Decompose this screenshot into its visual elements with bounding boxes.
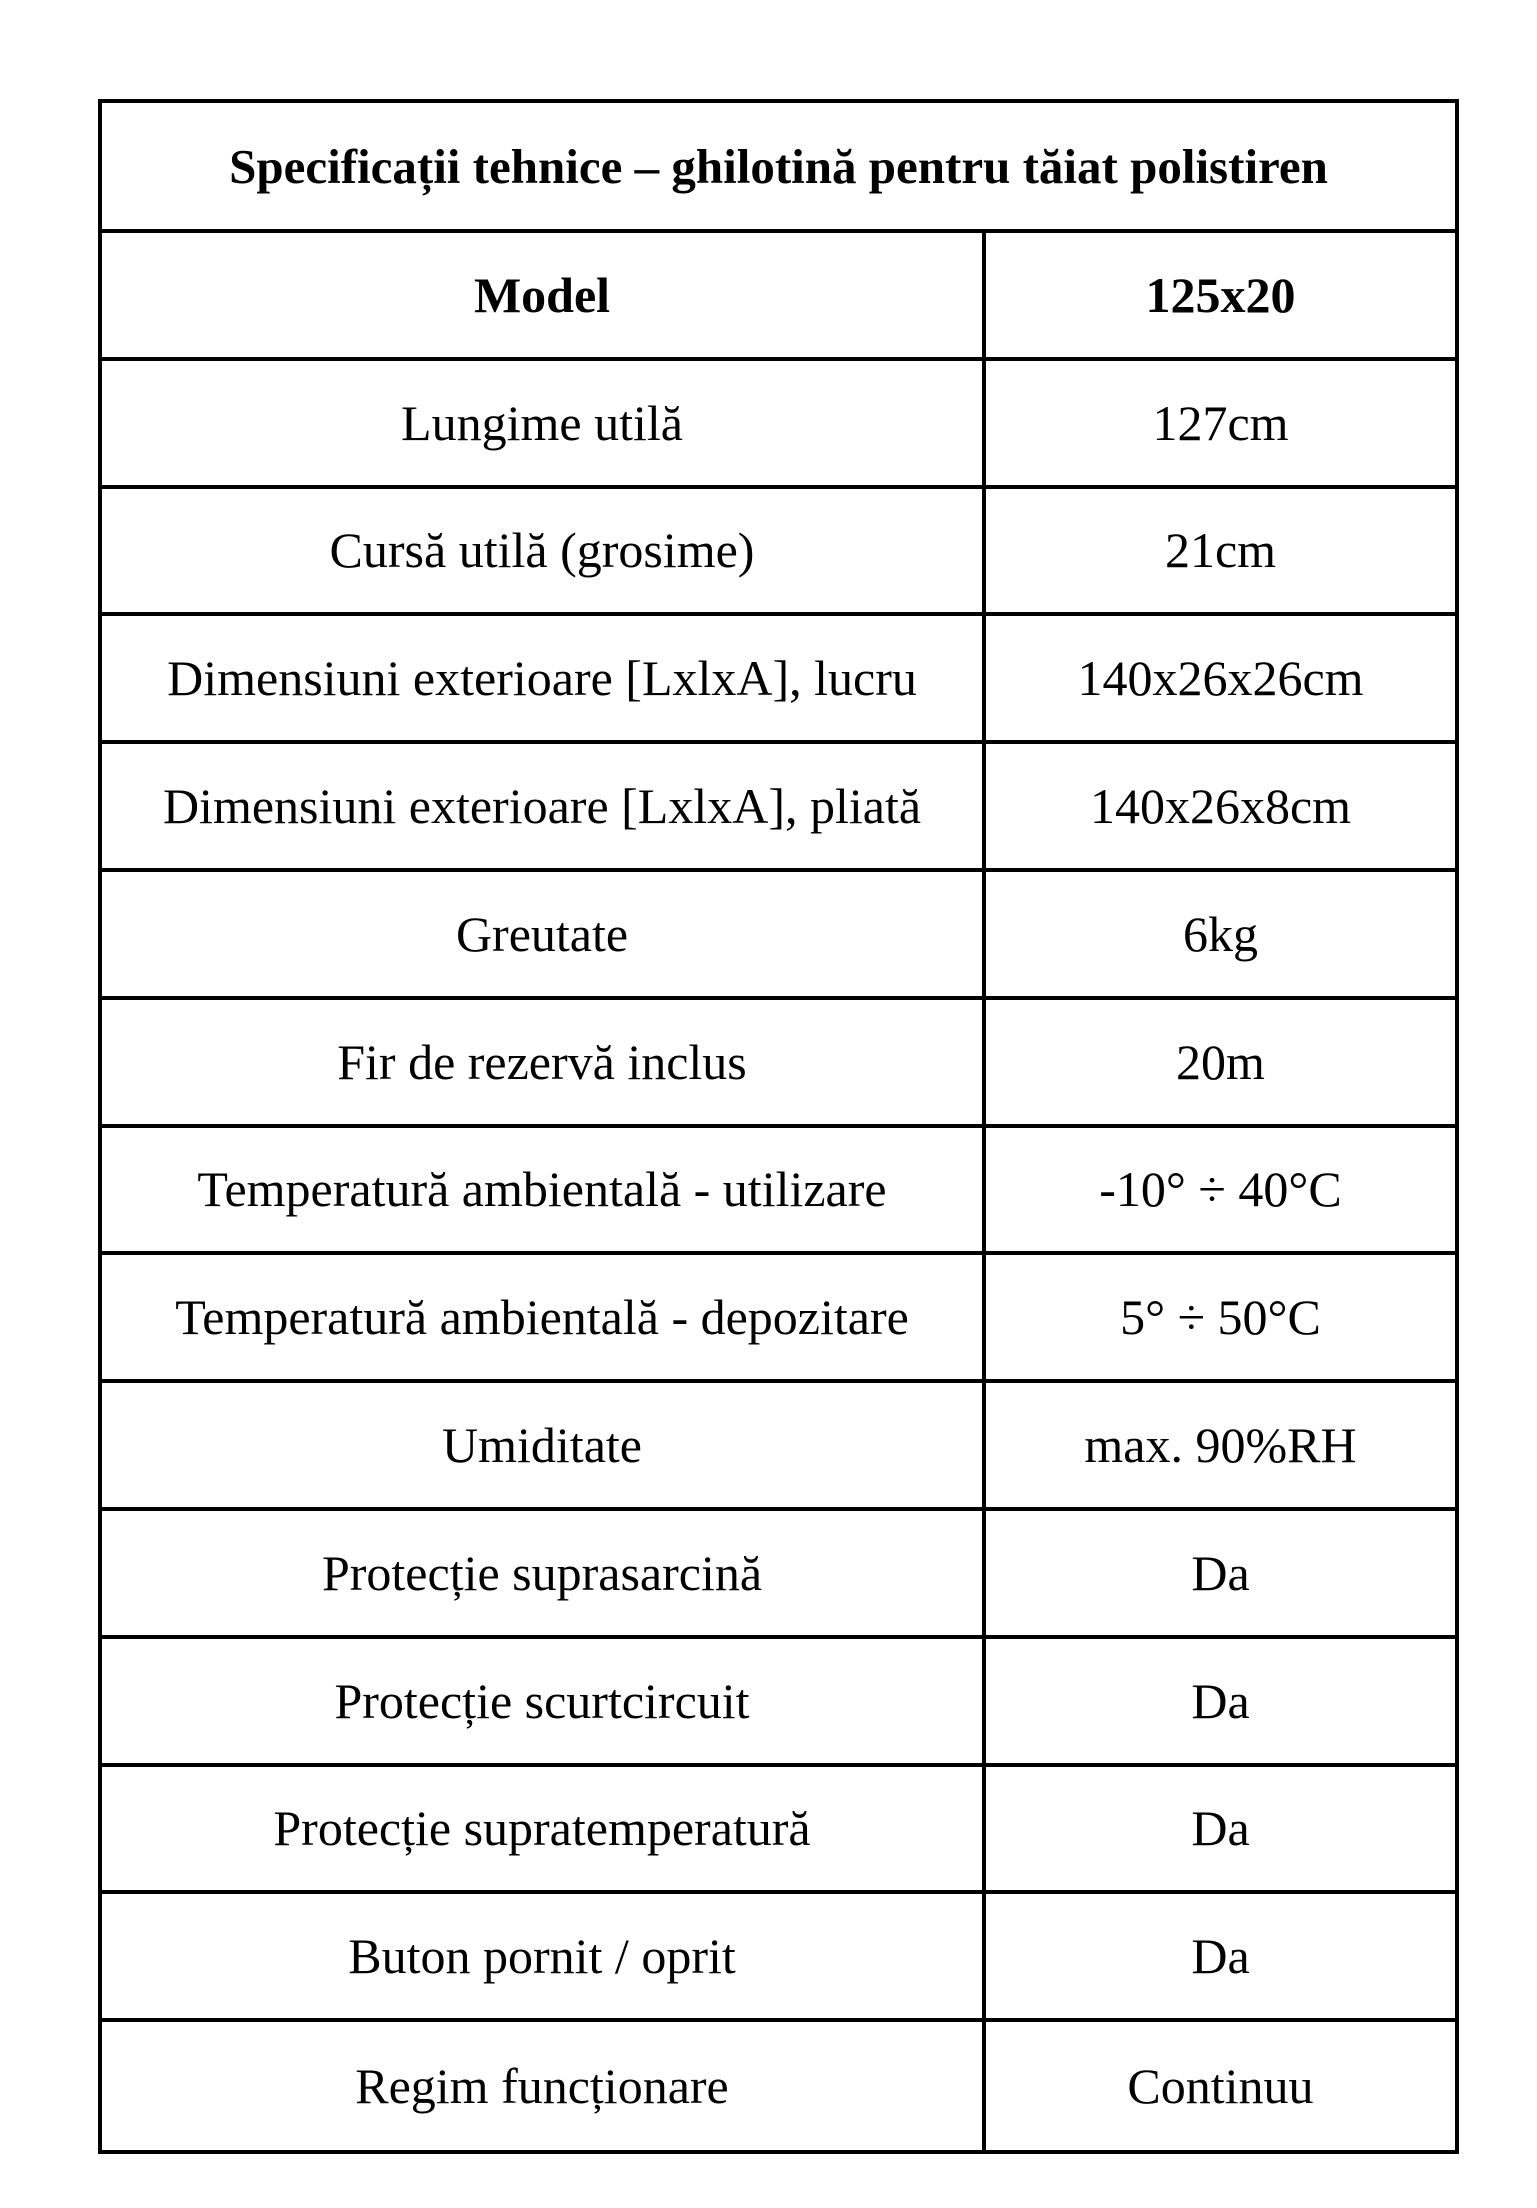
table-row [102,1511,1455,1639]
row-value: Da [1191,1672,1250,1729]
row-label: Lungime utilă [102,361,986,485]
row-value: Da [1191,1928,1250,1985]
row-value: 127cm [1152,394,1289,451]
spec-table [98,99,1459,2154]
row-label: Protecție scurtcircuit [102,1639,986,1763]
row-value: 140x26x8cm [1089,778,1352,835]
table-row [102,1128,1455,1256]
row-value: 5° ÷ 50°C [1120,1289,1321,1346]
table-title: Specificații tehnice – ghilotină pentru tăiat polistiren [102,103,1455,233]
table-row [102,1000,1455,1128]
row-label: Temperatură ambientală - utilizare [102,1128,986,1252]
row-value: Continuu [1127,2058,1314,2115]
table-row [102,1894,1455,2022]
table-row [102,361,1455,489]
row-value: max. 90%RH [1084,1417,1357,1474]
table-row [102,1255,1455,1383]
row-label: Dimensiuni exterioare [LxlxA], pliată [102,744,986,868]
table-row [102,489,1455,617]
row-label: Fir de rezervă inclus [102,1000,986,1124]
row-label: Buton pornit / oprit [102,1894,986,2018]
table-row [102,872,1455,1000]
row-label: Regim funcționare [102,2022,986,2150]
row-label: Umiditate [102,1383,986,1507]
header-value: 125x20 [1145,266,1296,323]
row-label: Dimensiuni exterioare [LxlxA], lucru [102,616,986,740]
table-row [102,616,1455,744]
row-value: Da [1191,1800,1250,1857]
row-label: Cursă utilă (grosime) [102,489,986,613]
table-row [102,2022,1455,2150]
row-label: Protecție suprasarcină [102,1511,986,1635]
row-value: 6kg [1183,905,1258,962]
header-row [102,233,1455,361]
table-row [102,1767,1455,1895]
row-value: -10° ÷ 40°C [1099,1161,1342,1218]
header-label: Model [102,233,986,357]
table-row [102,1639,1455,1767]
row-value: 140x26x26cm [1077,650,1364,707]
row-label: Protecție supratemperatură [102,1767,986,1891]
row-value: Da [1191,1544,1250,1601]
row-value: 20m [1176,1033,1265,1090]
table-row [102,1383,1455,1511]
row-value: 21cm [1164,522,1277,579]
row-label: Greutate [102,872,986,996]
row-label: Temperatură ambientală - depozitare [102,1255,986,1379]
table-row [102,744,1455,872]
